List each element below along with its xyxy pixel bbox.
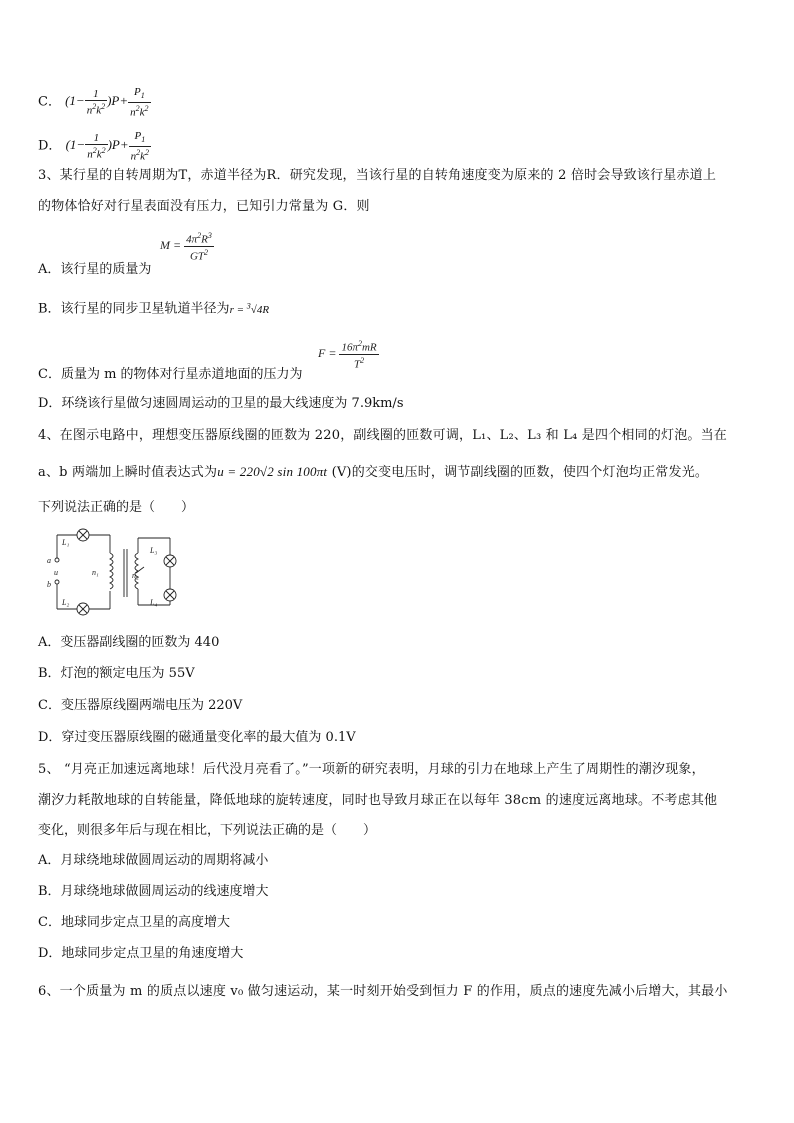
lamp-l3-label: L₃ — [150, 546, 158, 555]
q3-mass-formula: M = $\frac{4\pi^2R^3}{GT^2}$ — [160, 231, 212, 263]
q3-option-c: C．质量为 m 的物体对行星赤道地面的压力为 — [38, 367, 303, 382]
q3-stem-line2: 的物体恰好对行星表面没有压力，已知引力常量为 G．则 — [38, 199, 370, 214]
q2-option-d-formula: (1− $\frac{1}{n^2k^2}$ )P+ $\frac{P_1}{n^2k^2}$ — [65, 130, 150, 163]
n1-label: n₁ — [92, 568, 99, 577]
q6-stem-line1: 6、一个质量为 m 的质点以速度 v₀ 做匀速运动，某一时刻开始受到恒力 F 的作用，质点的速度先减小后增大，其最小 — [38, 984, 728, 999]
q4-stem-line2: a、b 两端加上瞬时值表达式为u = 220√2 sin 100πt (V)的交变电压时，调节副线圈的匝数，使四个灯泡均正常发光。 — [38, 464, 709, 480]
q3-orbit-formula: r = $^3$√4R — [229, 301, 270, 316]
q4-circuit-diagram — [40, 525, 190, 620]
q4-stem-line3: 下列说法正确的是（ ） — [38, 500, 195, 515]
q2-option-d — [38, 130, 151, 163]
q4-option-c: C．变压器原线圈两端电压为 220V — [38, 698, 243, 713]
q3-pressure-formula: F = $\frac{16\pi^2mR}{T^2}$ — [318, 339, 377, 371]
n2-label: n₂ — [132, 571, 139, 580]
q5-stem-line2: 潮汐力耗散地球的自转能量，降低地球的旋转速度，同时也导致月球正在以每年 38cm 的速度远离地球。不考虑其他 — [38, 793, 718, 808]
q4-option-d: D．穿过变压器原线圈的磁通量变化率的最大值为 0.1V — [38, 730, 356, 745]
lamp-l1-label: L₁ — [62, 538, 70, 547]
q2-option-c-formula: (1− $\frac{1}{n^2k^2}$ )P+ $\frac{P_1}{n^2k^2}$ — [65, 86, 149, 119]
q5-option-c: C．地球同步定点卫星的高度增大 — [38, 915, 230, 930]
q4-voltage-formula: u = 220√2 sin 100πt — [217, 464, 328, 479]
terminal-b-label: b — [47, 580, 51, 589]
q5-stem-line1: 5、 “月亮正加速远离地球！后代没月亮看了。”一项新的研究表明，月球的引力在地球上产生了周期性的潮汐现象， — [38, 762, 705, 777]
voltage-u-label: u — [54, 568, 58, 577]
terminal-a-label: a — [47, 556, 51, 565]
q5-option-b: B．月球绕地球做圆周运动的线速度增大 — [38, 884, 269, 899]
q3-option-b: B．该行星的同步卫星轨道半径为r = $^3$√4R — [38, 301, 270, 317]
q5-stem-line3: 变化，则很多年后与现在相比，下列说法正确的是（ ） — [38, 823, 377, 838]
q4-stem-line1: 4、在图示电路中，理想变压器原线圈的匝数为 220，副线圈的匝数可调，L₁、L₂、L₃ 和 L₄ 是四个相同的灯泡。当在 — [38, 428, 727, 443]
q4-option-b: B．灯泡的额定电压为 55V — [38, 666, 195, 681]
q2-option-c — [38, 86, 151, 119]
q5-option-d: D．地球同步定点卫星的角速度增大 — [38, 946, 244, 961]
q3-stem-line1: 3、某行星的自转周期为T，赤道半径为R．研究发现，当该行星的自转角速度变为原来的 2 倍时会导致该行星赤道上 — [38, 168, 717, 183]
q3-option-d: D．环绕该行星做匀速圆周运动的卫星的最大线速度为 7.9km/s — [38, 396, 404, 411]
q5-option-a: A．月球绕地球做圆周运动的周期将减小 — [38, 853, 269, 868]
lamp-l4-label: L₄ — [150, 598, 158, 607]
lamp-l2-label: L₂ — [62, 598, 70, 607]
q4-option-a: A．变压器副线圈的匝数为 440 — [38, 635, 220, 650]
q2-option-d-label: D． — [38, 138, 62, 154]
q2-option-c-label: C． — [38, 94, 61, 110]
q3-option-a: A．该行星的质量为 — [38, 262, 152, 277]
